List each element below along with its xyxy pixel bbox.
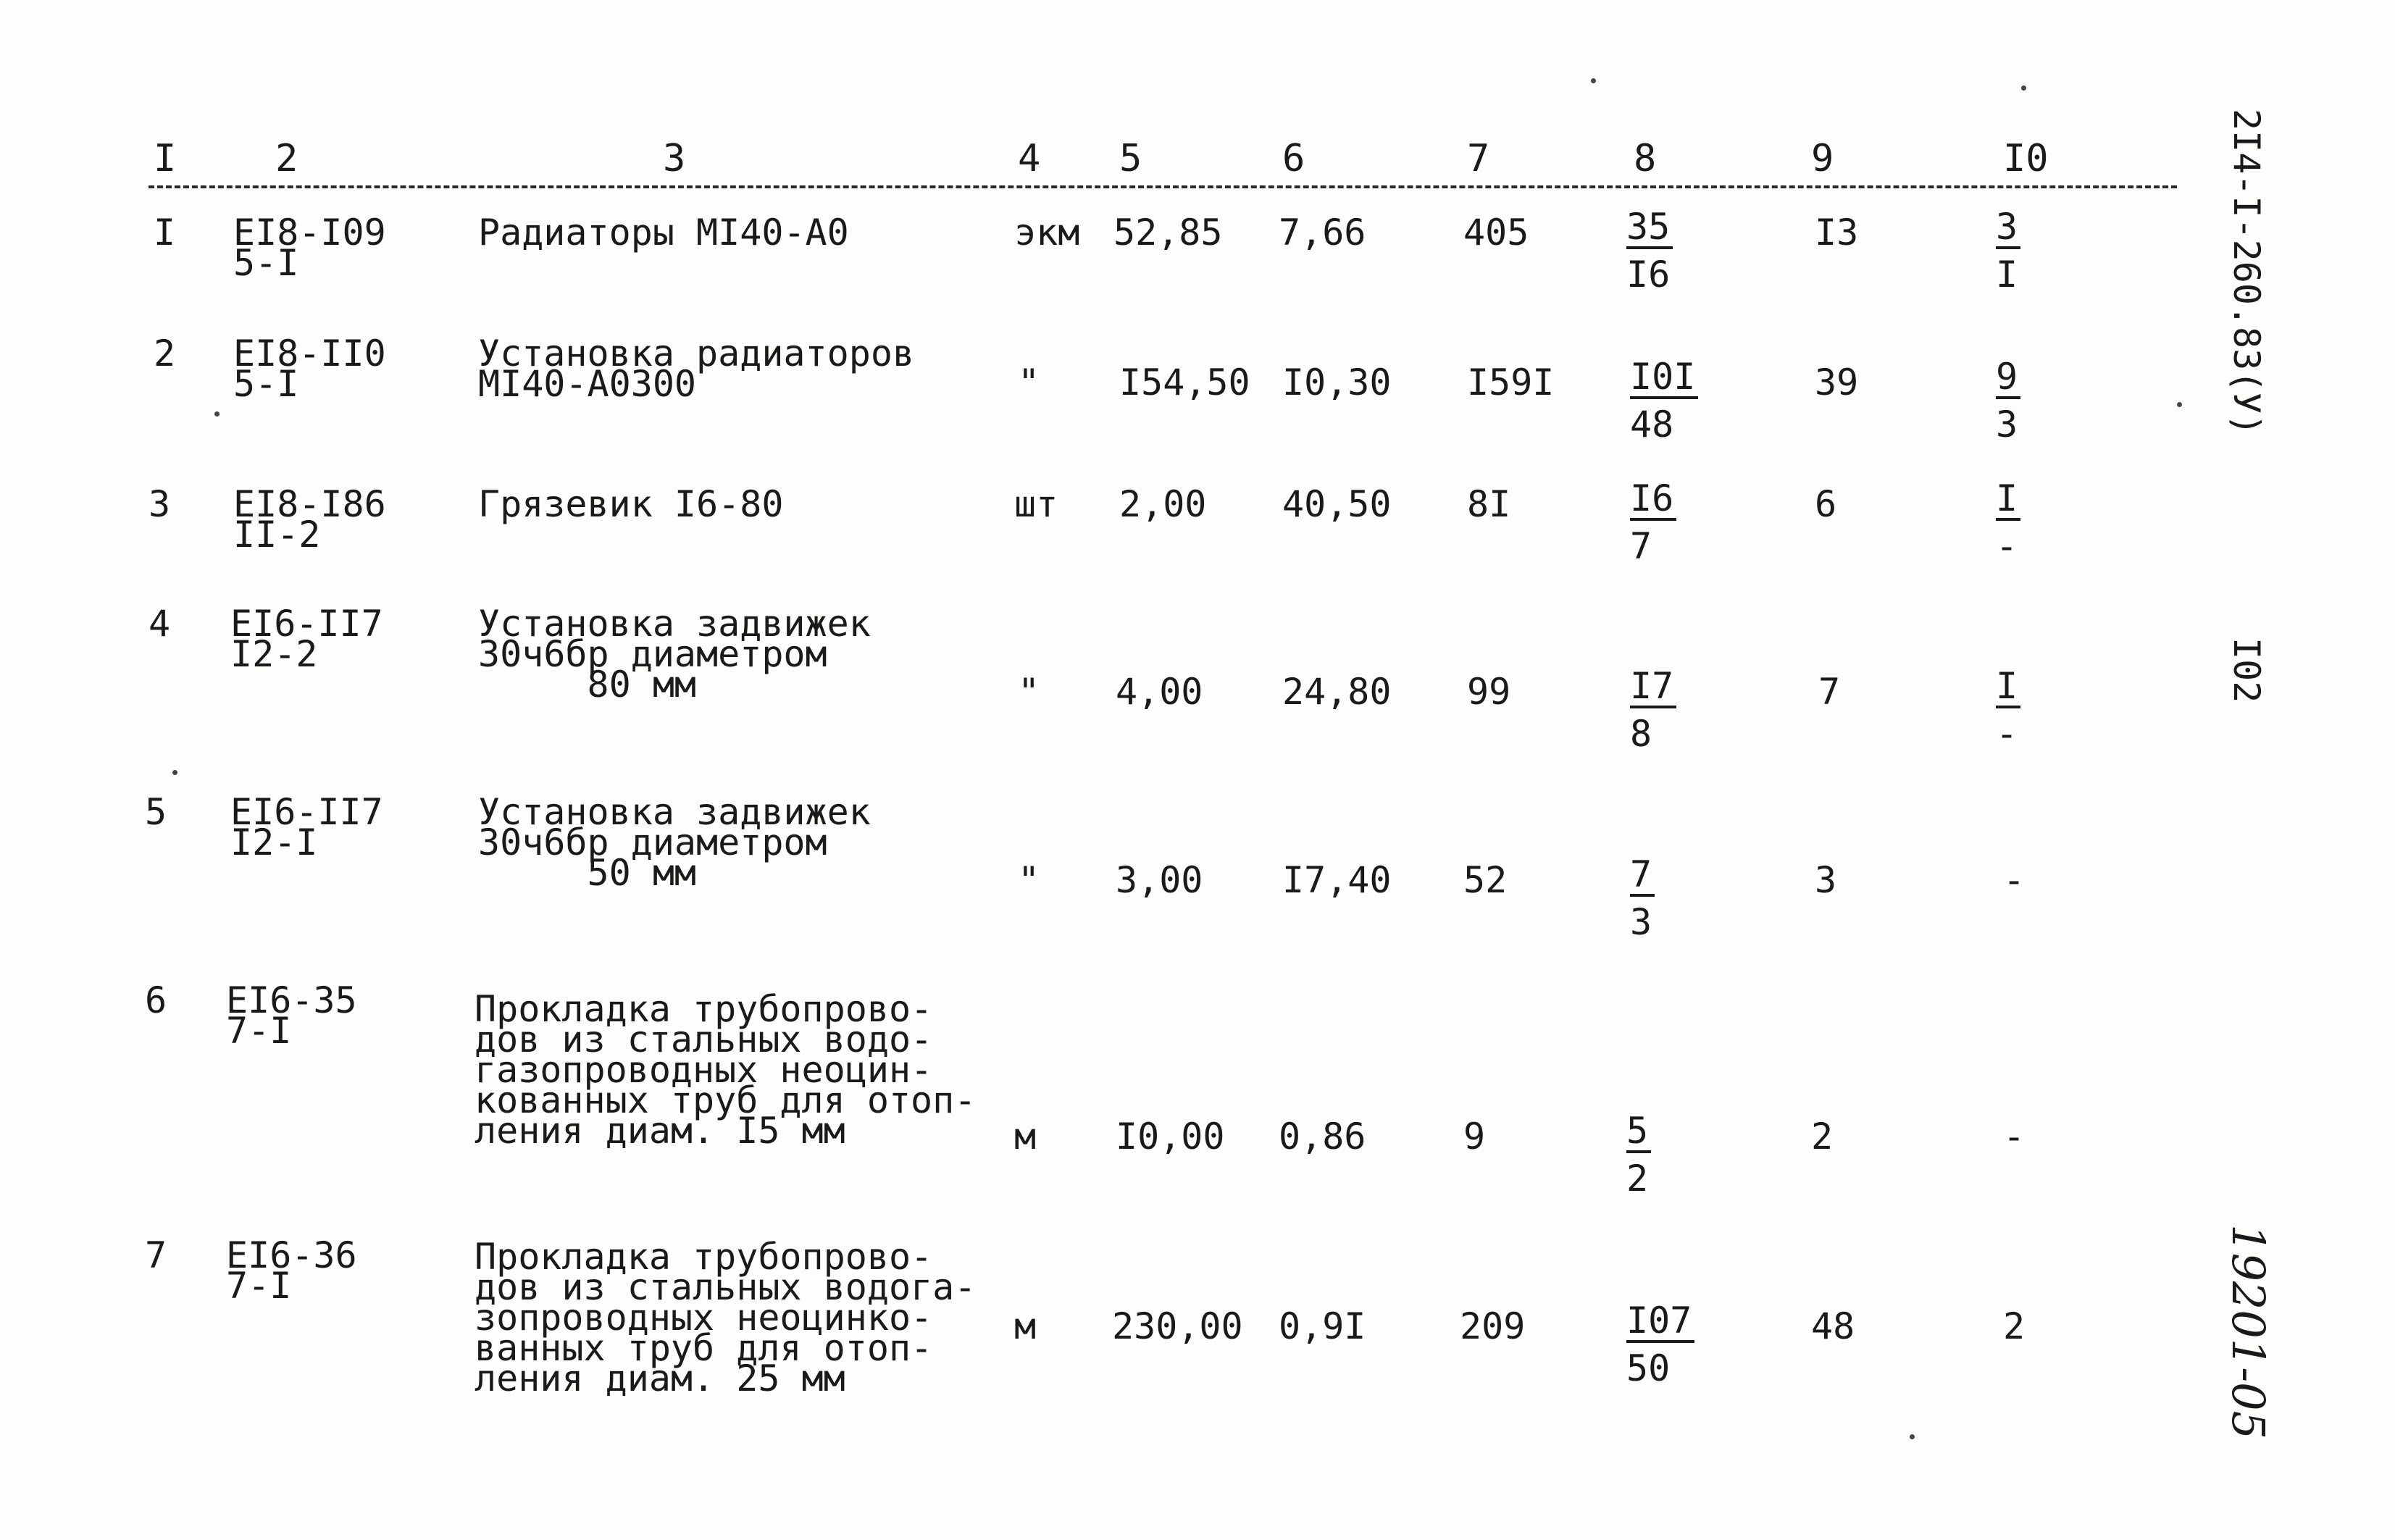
total-cost: 9 xyxy=(1463,1116,1486,1158)
col9-value: 39 xyxy=(1815,361,1859,403)
row-number: 4 xyxy=(149,603,171,645)
work-name-line: Прокладка трубопрово- xyxy=(475,1236,933,1278)
fraction-col10 xyxy=(1996,477,2076,567)
col-header-3: 3 xyxy=(663,137,686,180)
work-name-line: ванных труб для отоп- xyxy=(475,1327,933,1369)
fraction-denominator: 3 xyxy=(1996,403,2018,445)
row-number: I xyxy=(154,212,176,254)
col-header-4: 4 xyxy=(1018,137,1041,180)
fraction-numerator: 3 xyxy=(1996,210,2020,249)
work-name-line: Радиаторы MI40-A0 xyxy=(478,212,849,254)
scan-speck xyxy=(2021,85,2026,91)
col10-value: - xyxy=(2003,1116,2026,1158)
norm-code: EI6-36 xyxy=(226,1234,357,1276)
fraction-col10 xyxy=(1996,206,2076,296)
total-cost: 52 xyxy=(1463,859,1508,901)
norm-code-sub: 7-I xyxy=(226,1265,292,1307)
work-name-line: 30ч6бр диаметром xyxy=(478,821,827,863)
work-name-line: Установка задвижек xyxy=(478,791,871,833)
quantity: 52,85 xyxy=(1113,212,1223,254)
fraction-numerator: I6 xyxy=(1630,482,1676,521)
fraction-numerator: 5 xyxy=(1626,1114,1651,1153)
work-name-line: MI40-A0300 xyxy=(478,363,697,405)
quantity: 3,00 xyxy=(1116,859,1203,901)
fraction-col8 xyxy=(1630,356,1710,445)
row-number: 5 xyxy=(145,791,167,833)
archive-number: 19201-05 xyxy=(2222,1224,2275,1440)
row-number: 3 xyxy=(149,483,171,525)
norm-code: EI8-I86 xyxy=(233,483,386,525)
norm-code-sub: I2-2 xyxy=(230,633,318,675)
col9-value: 2 xyxy=(1811,1116,1834,1158)
col-header-8: 8 xyxy=(1634,137,1657,180)
fraction-numerator: I xyxy=(1996,669,2020,708)
unit-cost: I0,30 xyxy=(1282,361,1392,403)
fraction-denominator: - xyxy=(1996,525,2018,567)
unit-cost: 24,80 xyxy=(1282,671,1392,713)
fraction-col8 xyxy=(1630,477,1710,567)
col-header-9: 9 xyxy=(1811,137,1834,180)
header-rule xyxy=(149,185,2177,188)
work-name-line: 80 мм xyxy=(478,664,697,706)
work-name-line: дов из стальных водо- xyxy=(475,1018,933,1060)
work-name-line: Установка радиаторов xyxy=(478,332,915,374)
col9-value: 48 xyxy=(1811,1305,1855,1347)
fraction-denominator: 48 xyxy=(1630,403,1674,445)
quantity: 2,00 xyxy=(1119,483,1207,525)
col-header-7: 7 xyxy=(1467,137,1490,180)
col9-value: I3 xyxy=(1815,212,1859,254)
norm-code-sub: 7-I xyxy=(226,1010,292,1052)
document-code: 2I4-I-260.83(У) xyxy=(2225,109,2267,436)
row-number: 7 xyxy=(145,1234,167,1276)
col9-value: 7 xyxy=(1818,671,1841,713)
norm-code-sub: 5-I xyxy=(233,363,299,405)
fraction-denominator: I xyxy=(1996,254,2018,296)
quantity: 4,00 xyxy=(1116,671,1203,713)
fraction-numerator: I xyxy=(1996,482,2020,521)
fraction-col8 xyxy=(1630,853,1710,943)
work-name-line: Грязевик I6-80 xyxy=(478,483,784,525)
unit: " xyxy=(1018,671,1040,713)
norm-code-sub: 5-I xyxy=(233,242,299,284)
fraction-col8 xyxy=(1626,1110,1706,1200)
col-header-10: I0 xyxy=(2003,137,2049,180)
total-cost: 99 xyxy=(1467,671,1511,713)
fraction-denominator: - xyxy=(1996,713,2018,755)
unit-cost: 7,66 xyxy=(1279,212,1366,254)
fraction-denominator: 50 xyxy=(1626,1347,1671,1389)
col10-value: 2 xyxy=(2003,1305,2026,1347)
total-cost: 8I xyxy=(1467,483,1511,525)
row-number: 2 xyxy=(154,332,176,374)
work-name-line: ления диам. I5 мм xyxy=(475,1110,845,1152)
total-cost: 209 xyxy=(1460,1305,1526,1347)
work-name-line: зопроводных неоцинко- xyxy=(475,1297,933,1339)
fraction-numerator: I0I xyxy=(1630,360,1698,399)
unit-cost: 0,86 xyxy=(1279,1116,1366,1158)
norm-code: EI8-II0 xyxy=(233,332,386,374)
unit: шт xyxy=(1014,483,1058,525)
scan-speck xyxy=(172,770,177,775)
fraction-denominator: I6 xyxy=(1626,254,1671,296)
total-cost: I59I xyxy=(1467,361,1555,403)
unit: " xyxy=(1018,859,1040,901)
unit-cost: 40,50 xyxy=(1282,483,1392,525)
scan-speck xyxy=(1591,78,1596,83)
work-name-line: ления диам. 25 мм xyxy=(475,1357,845,1399)
col-header-2: 2 xyxy=(275,137,298,180)
unit: " xyxy=(1018,361,1040,403)
unit: м xyxy=(1014,1116,1037,1158)
work-name-line: кованных труб для отоп- xyxy=(475,1079,977,1121)
fraction-col10 xyxy=(1996,356,2076,445)
norm-code: EI6-II7 xyxy=(230,791,383,833)
fraction-denominator: 7 xyxy=(1630,525,1652,567)
quantity: 230,00 xyxy=(1112,1305,1243,1347)
norm-code-sub: II-2 xyxy=(233,514,321,556)
fraction-numerator: 7 xyxy=(1630,858,1655,897)
quantity: I0,00 xyxy=(1116,1116,1225,1158)
quantity: I54,50 xyxy=(1119,361,1250,403)
unit-cost: I7,40 xyxy=(1282,859,1392,901)
fraction-numerator: I7 xyxy=(1630,669,1676,708)
unit: экм xyxy=(1014,212,1080,254)
col10-value: - xyxy=(2003,859,2026,901)
col-header-1: I xyxy=(154,137,177,180)
norm-code-sub: I2-I xyxy=(230,821,318,863)
work-name-line: Прокладка трубопрово- xyxy=(475,988,933,1030)
fraction-col10 xyxy=(1996,665,2076,755)
fraction-col8 xyxy=(1630,665,1710,755)
col-header-6: 6 xyxy=(1282,137,1305,180)
total-cost: 405 xyxy=(1463,212,1529,254)
work-name-line: Установка задвижек xyxy=(478,603,871,645)
norm-code: EI6-35 xyxy=(226,979,357,1021)
norm-code: EI8-I09 xyxy=(233,212,386,254)
scan-speck xyxy=(1910,1434,1915,1439)
fraction-denominator: 3 xyxy=(1630,901,1652,943)
scan-speck xyxy=(214,411,220,417)
work-name-line: дов из стальных водога- xyxy=(475,1266,977,1308)
unit-cost: 0,9I xyxy=(1279,1305,1366,1347)
norm-code: EI6-II7 xyxy=(230,603,383,645)
fraction-numerator: 35 xyxy=(1626,210,1673,249)
fraction-numerator: 9 xyxy=(1996,360,2020,399)
work-name-line: 50 мм xyxy=(478,852,697,894)
scan-speck xyxy=(2177,402,2182,407)
col9-value: 3 xyxy=(1815,859,1837,901)
unit: м xyxy=(1014,1305,1037,1347)
work-name-line: газопроводных неоцин- xyxy=(475,1049,933,1091)
fraction-col8 xyxy=(1626,1300,1706,1389)
fraction-denominator: 8 xyxy=(1630,713,1652,755)
fraction-denominator: 2 xyxy=(1626,1158,1649,1200)
work-name-line: 30ч6бр диаметром xyxy=(478,633,827,675)
row-number: 6 xyxy=(145,979,167,1021)
page-number: I02 xyxy=(2225,637,2267,703)
col9-value: 6 xyxy=(1815,483,1837,525)
fraction-numerator: I07 xyxy=(1626,1304,1694,1343)
col-header-5: 5 xyxy=(1119,137,1142,180)
fraction-col8 xyxy=(1626,206,1706,296)
